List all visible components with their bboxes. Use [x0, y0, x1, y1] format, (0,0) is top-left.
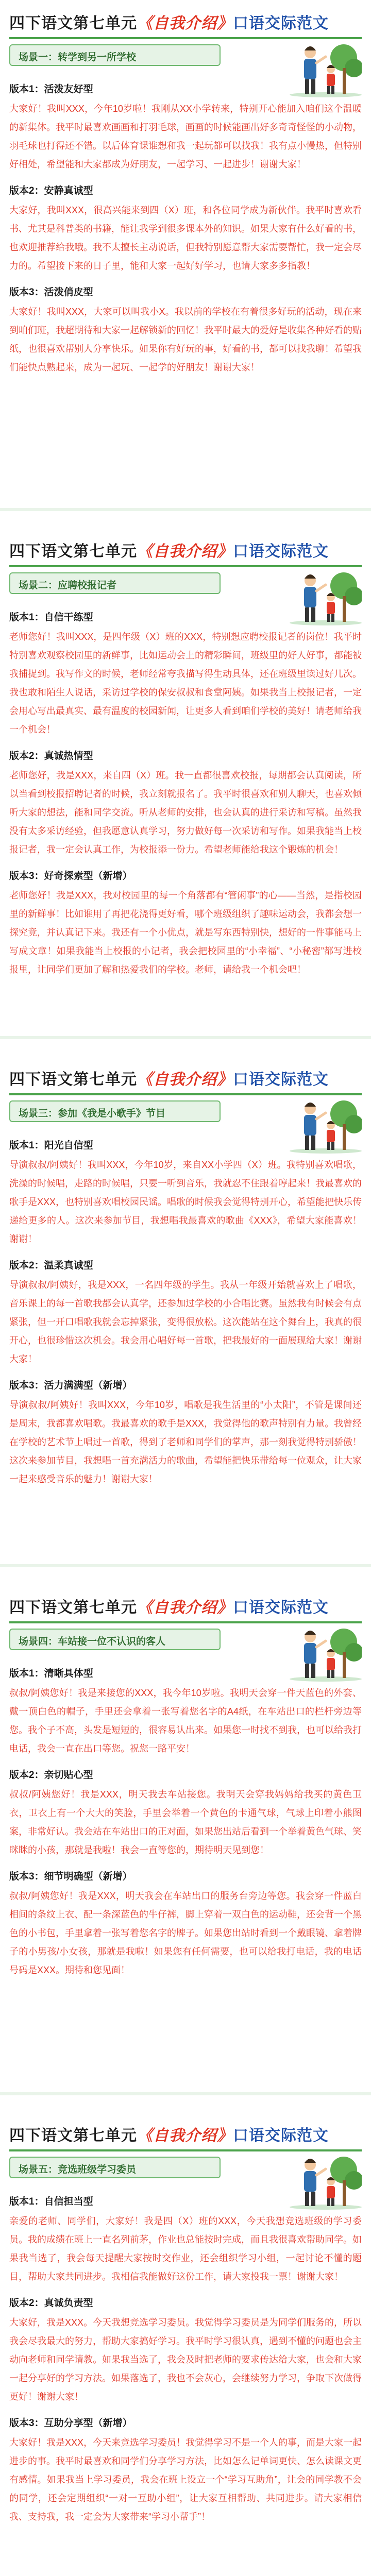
title-highlight: 《自我介绍》	[137, 1599, 233, 1617]
version-heading: 版本1：清晰具体型	[9, 1668, 93, 1679]
version-heading: 版本3：互助分享型（新增）	[9, 2418, 132, 2429]
version-text: 叔叔/阿姨您好！我是XXX，明天我去车站接您。我明天会穿我妈妈给我买的黄色卫衣，卫衣上有一个大大的笑脸，手里会举着一个黄色的卡通气球，气球上印着小熊图案，非常好认。我会站在车站出口的正对面，如果您出站后看到一个举着黄色气球、笑眯眯的小孩，那就是我啦！我会一直等您的，期待明天见到您！	[9, 1789, 362, 1855]
version-text: 叔叔/阿姨您好！我是XXX，明天我会在车站出口的服务台旁边等您。我会穿一件蓝白相间的条纹上衣、配一条深蓝色的牛仔裤，脚上穿着一双白色的运动鞋，还会背一个黑色的小书包，手里拿着一张写着您名字的牌子。如果您出站时看到一个戴眼镜、拿着牌子的小男孩/小女孩，那就是我啦！如果您有任何需要，也可以给我打电话，我的电话号码是XXX。期待和您见面！	[9, 1891, 362, 1975]
page-title	[9, 10, 329, 33]
page-card-2	[0, 528, 371, 1039]
scene-banner	[9, 44, 221, 66]
scene-banner	[9, 572, 221, 594]
page-header	[9, 6, 362, 39]
scene-banner	[9, 2157, 221, 2178]
version-text: 大家好，我是XXX。今天我想竞选学习委员。我觉得学习委员是为同学们服务的，所以我会尽我最大的努力，帮助大家搞好学习。我平时学习很认真，遇到不懂的问题也会主动向老师和同学请教。如果我当选了，我会及时把老师的要求传达给大家，也会和大家一起分享好的学习方法。如果落选了，我也不会灰心，会继续努力学习，争取下次做得更好！谢谢大家！	[9, 2317, 362, 2402]
page-title	[9, 1066, 329, 1089]
version-heading: 版本2：真诚负责型	[9, 2298, 93, 2309]
title-suffix: 口语交际范文	[233, 2127, 329, 2145]
title-highlight: 《自我介绍》	[137, 2127, 233, 2145]
title-suffix: 口语交际范文	[233, 1071, 329, 1089]
page-footer-band	[0, 2092, 371, 2095]
version-text: 叔叔/阿姨您好！我是来接您的XXX，我今年10岁啦。我明天会穿一件天蓝色的外套、戴一顶白色的帽子，手里还会拿着一张写着您名字的A4纸，在车站出口的栏杆旁边等您。我个子不高，头发是短短的，很容易认出来。如果您一时找不到我，也可以给我打电话，我会一直在出口等您。祝您一路平安！	[9, 1688, 362, 1754]
version-text: 大家好！我叫XXX，大家可以叫我小X。我以前的学校在有着很多好玩的活动，现在来到咱们班，我超期待和大家一起解锁新的回忆！我平时最大的爱好是收集各种好看的贴纸，也很喜欢帮别人分享快乐。如果你有好玩的事，好看的书，都可以找我聊！希望我们能快点熟起来，成为一起玩、一起学的好朋友！谢谢大家！	[9, 307, 362, 372]
version-heading: 版本3：好奇探索型（新增）	[9, 871, 132, 882]
versions-list	[9, 2184, 362, 2526]
version-text: 大家好！我是XXX，今天来竞选学习委员！我觉得学习不是一个人的事，而是大家一起进步的事。我平时最喜欢和同学们分享学习方法，比如怎么记单词更快、怎么读课文更有感情。如果我当上学习委员，我会在班上设立一个“学习互助角”，让会的同学教不会的同学，还会定期组织“一对一互助小组”，让大家互相帮助、共同进步。请大家相信我、支持我，我一定会为大家带来“学习小帮手”！	[9, 2437, 362, 2522]
version-text: 老师您好！我是XXX，我对校园里的每一个角落都有“管闲事”的心——当然，是指校园里的新鲜事！比如谁用了再把花浇得更好看，哪个班级组织了趣味运动会，我都会想一探究竟，并认真记下来。我还有一个小优点，就是写东西特别快，想好的一件事能马上写成文章！如果我能当上校报的小记者，我会把校园里的“小幸福”、“小秘密”都写进校报里，让同学们更加了解和热爱我们的学校。老师，请给我一个机会吧！	[9, 890, 362, 975]
title-suffix: 口语交际范文	[233, 14, 329, 32]
title-prefix: 四下语文第七单元	[9, 1071, 137, 1089]
page-title	[9, 2123, 329, 2145]
version-text: 导演叔叔/阿姨好！我叫XXX，今年10岁，来自XX小学四（X）班。我特别喜欢唱歌，洗澡的时候唱，走路的时候唱，只要一听到音乐，我就忍不住跟着哼起来！我最喜欢的歌手是XXX，也特别喜欢唱校园民谣。唱歌的时候我会觉得特别开心，希望能把快乐传递给更多的人。这次来参加节目，我想唱我最喜欢的歌曲《XXX》，希望大家能喜欢！谢谢！	[9, 1160, 362, 1244]
version-heading: 版本1：阳光自信型	[9, 1140, 93, 1151]
page-card-5	[0, 2112, 371, 2576]
scene-title: 场景一：转学到另一所学校	[19, 52, 137, 63]
version-heading: 版本2：真诚热情型	[9, 751, 93, 761]
scene-title: 场景二：应聘校报记者	[19, 580, 117, 591]
page-footer-band	[0, 1036, 371, 1039]
version-heading: 版本2：温柔真诚型	[9, 1260, 93, 1271]
title-prefix: 四下语文第七单元	[9, 543, 137, 561]
version-heading: 版本3：活力满满型（新增）	[9, 1380, 132, 1391]
page-header	[9, 1062, 362, 1095]
title-prefix: 四下语文第七单元	[9, 1599, 137, 1617]
version-text: 导演叔叔/阿姨好，我是XXX，一名四年级的学生。我从一年级开始就喜欢上了唱歌，音乐课上的每一首歌我都会认真学，还参加过学校的小合唱比赛。虽然我有时候会有点紧张，但一开口唱歌我就会忘掉紧张，变得很放松。这次能站在这个舞台上，我真的很开心，也很珍惜这次机会。我会用心唱好每一首歌，把我最好的一面展现给大家！谢谢大家！	[9, 1280, 362, 1364]
version-heading: 版本1：自信干练型	[9, 612, 93, 623]
page-card-4	[0, 1584, 371, 2095]
version-text: 大家好，我叫XXX，很高兴能来到四（X）班，和各位同学成为新伙伴。我平时喜欢看书、尤其是科普类的书籍，能让我学到很多课本外的知识。如果大家有什么好看的书，也欢迎推荐给我哦。我不太擅长主动说话，但我特别愿意帮大家需要帮忙，我一定会尽力的。希望接下来的日子里，能和大家一起好好学习，也请大家多多指教！	[9, 205, 362, 271]
title-suffix: 口语交际范文	[233, 543, 329, 561]
page-header	[9, 2119, 362, 2151]
page-header	[9, 1590, 362, 1623]
scene-title: 场景四：车站接一位不认识的客人	[19, 1636, 166, 1647]
version-heading: 版本2：亲切贴心型	[9, 1770, 93, 1781]
version-heading: 版本1：活泼友好型	[9, 84, 93, 95]
scene-banner	[9, 1100, 221, 1122]
title-prefix: 四下语文第七单元	[9, 2127, 137, 2145]
page-title	[9, 538, 329, 561]
title-highlight: 《自我介绍》	[137, 543, 233, 561]
page-header	[9, 534, 362, 567]
page-title	[9, 1595, 329, 1617]
version-heading: 版本3：活泼俏皮型	[9, 287, 93, 298]
version-text: 导演叔叔/阿姨好！我叫XXX，今年10岁，唱歌是我生活里的“小太阳”，不管是课间还是周末，我都喜欢唱歌。我最喜欢的歌手是XXX，我觉得他的歌声特别有力量。我曾经在学校的艺术节上唱过一首歌，得到了老师和同学们的掌声，那一刻我觉得特别骄傲！这次来参加节目，我想唱一首充满活力的歌曲，希望能把快乐带给每一位观众，让大家一起来感受音乐的魅力！谢谢大家！	[9, 1400, 362, 1484]
versions-list	[9, 1128, 362, 1488]
scene-title: 场景三：参加《我是小歌手》节目	[19, 1108, 166, 1119]
title-highlight: 《自我介绍》	[137, 1071, 233, 1089]
version-heading: 版本2：安静真诚型	[9, 185, 93, 196]
title-highlight: 《自我介绍》	[137, 14, 233, 32]
page-card-3	[0, 1056, 371, 1567]
versions-list	[9, 600, 362, 979]
version-heading: 版本1：自信担当型	[9, 2196, 93, 2207]
version-text: 老师您好！我叫XXX，是四年级（X）班的XXX，特别想应聘校报记者的岗位！我平时特别喜欢观察校园里的新鲜事，比如运动会上的精彩瞬间，班级里的好人好事，都能被我捕捉到。我写作文的时候，老师经常夸我描写得生动具体，还在班级里读过好几次。我也敢和陌生人说话，采访过学校的保安叔叔和食堂阿姨。如果我当上校报记者，一定会用心写出最真实、最有温度的校园新闻，让更多人看到咱们学校的美好！请老师给我一个机会！	[9, 632, 362, 735]
version-heading: 版本3：细节明确型（新增）	[9, 1871, 132, 1882]
scene-banner	[9, 1629, 221, 1650]
version-text: 亲爱的老师、同学们，大家好！我是四（X）班的XXX，今天我想竞选班级的学习委员。我的成绩在班上一直名列前茅，作业也总能按时完成，而且我很喜欢帮助同学。如果我当选了，我会每天提醒大家按时交作业，还会组织学习小组，一起讨论不懂的题目，帮助大家共同进步。我相信我能做好这份工作，请大家投我一票！谢谢大家！	[9, 2216, 362, 2282]
page-card-1	[0, 0, 371, 511]
title-prefix: 四下语文第七单元	[9, 14, 137, 32]
title-suffix: 口语交际范文	[233, 1599, 329, 1617]
versions-list	[9, 1656, 362, 1979]
scene-title: 场景五：竞选班级学习委员	[19, 2164, 137, 2175]
version-text: 大家好！我叫XXX，今年10岁啦！我刚从XX小学转来，特别开心能加入咱们这个温暖的新集体。我平时最喜欢画画和打羽毛球，画画的时候能画出好多奇奇怪怪的小动物，羽毛球也打得还不错。以后体育课谁想和我一起玩都可以找我！我有点小慢热，但特别好相处，希望能和大家都成为好朋友，一起学习、一起进步！谢谢大家！	[9, 104, 362, 170]
versions-list	[9, 72, 362, 377]
page-footer-band	[0, 1564, 371, 1567]
version-text: 老师您好，我是XXX，来自四（X）班。我一直都很喜欢校报，每期都会认真阅读，所以当看到校报招聘记者的时候，我立刻就报名了。我平时很喜欢和别人聊天，也喜欢倾听大家的想法，能和同学交流。听从老师的安排，也会认真的进行采访和写稿。虽然我没有太多采访经验，但我愿意认真学习，努力做好每一次采访和写作。如果我能当上校报记者，我一定会认真工作，为校报添一份力。希望老师能给我这个锻炼的机会！	[9, 770, 362, 855]
page-footer-band	[0, 508, 371, 511]
